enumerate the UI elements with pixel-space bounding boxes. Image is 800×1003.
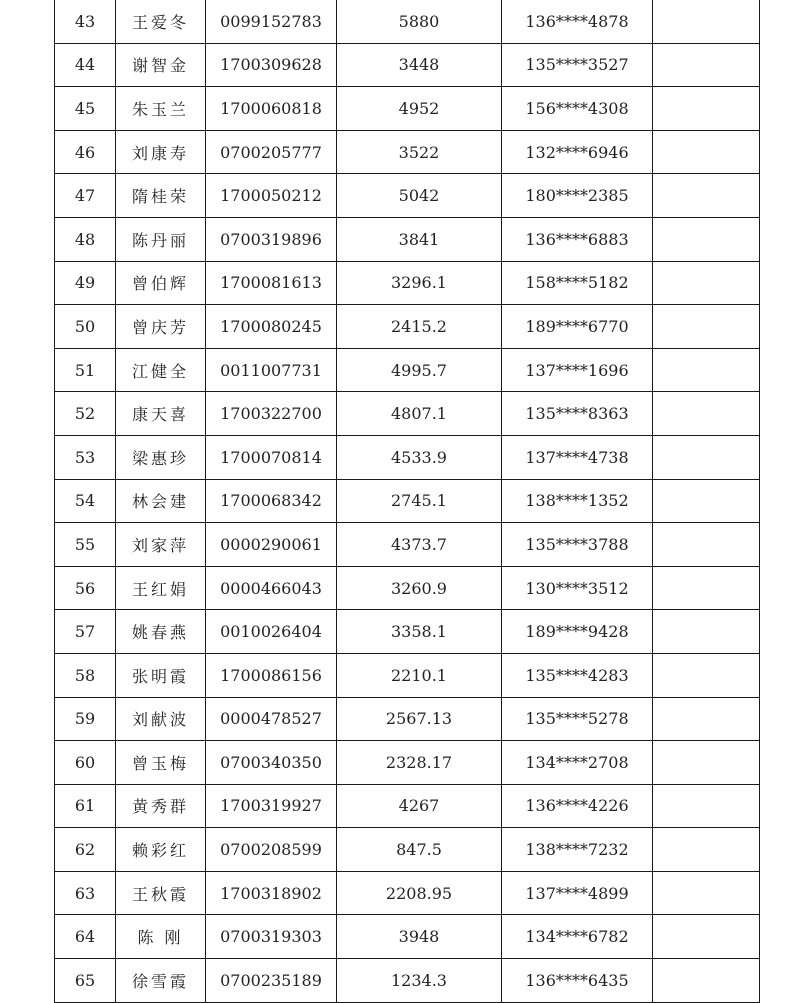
name-cell: 徐雪霞 <box>116 959 206 1003</box>
remarks-cell <box>653 305 760 349</box>
row-number-cell: 47 <box>55 174 116 218</box>
name-cell: 赖彩红 <box>116 828 206 872</box>
amount-cell: 847.5 <box>337 828 502 872</box>
remarks-cell <box>653 697 760 741</box>
remarks-cell <box>653 741 760 785</box>
account-number-cell: 0010026404 <box>206 610 337 654</box>
table-row <box>55 523 760 567</box>
remarks-cell <box>653 610 760 654</box>
account-number-cell: 0700340350 <box>206 741 337 785</box>
remarks-cell <box>653 566 760 610</box>
amount-cell: 4533.9 <box>337 435 502 479</box>
remarks-cell <box>653 523 760 567</box>
amount-cell: 1234.3 <box>337 959 502 1003</box>
account-number-cell: 1700081613 <box>206 261 337 305</box>
row-number-cell: 63 <box>55 871 116 915</box>
remarks-cell <box>653 261 760 305</box>
amount-cell: 4373.7 <box>337 523 502 567</box>
row-number-cell: 64 <box>55 915 116 959</box>
roster-table <box>54 0 760 1003</box>
row-number-cell: 62 <box>55 828 116 872</box>
account-number-cell: 1700050212 <box>206 174 337 218</box>
account-number-cell: 0700235189 <box>206 959 337 1003</box>
name-cell: 康天喜 <box>116 392 206 436</box>
account-number-cell: 1700309628 <box>206 43 337 87</box>
name-cell: 王爱冬 <box>116 0 206 43</box>
account-number-cell: 0000466043 <box>206 566 337 610</box>
amount-cell: 2567.13 <box>337 697 502 741</box>
phone-cell: 137****1696 <box>502 348 653 392</box>
amount-cell: 2745.1 <box>337 479 502 523</box>
table-row <box>55 348 760 392</box>
phone-cell: 134****2708 <box>502 741 653 785</box>
phone-cell: 134****6782 <box>502 915 653 959</box>
row-number-cell: 55 <box>55 523 116 567</box>
row-number-cell: 52 <box>55 392 116 436</box>
amount-cell: 2210.1 <box>337 653 502 697</box>
row-number-cell: 43 <box>55 0 116 43</box>
remarks-cell <box>653 348 760 392</box>
amount-cell: 4267 <box>337 784 502 828</box>
phone-cell: 135****3788 <box>502 523 653 567</box>
table-row <box>55 741 760 785</box>
phone-cell: 130****3512 <box>502 566 653 610</box>
remarks-cell <box>653 653 760 697</box>
account-number-cell: 1700086156 <box>206 653 337 697</box>
phone-cell: 135****4283 <box>502 653 653 697</box>
amount-cell: 3522 <box>337 130 502 174</box>
phone-cell: 158****5182 <box>502 261 653 305</box>
phone-cell: 180****2385 <box>502 174 653 218</box>
amount-cell: 3841 <box>337 217 502 261</box>
table-row <box>55 305 760 349</box>
account-number-cell: 0700319896 <box>206 217 337 261</box>
amount-cell: 5880 <box>337 0 502 43</box>
name-cell: 林会建 <box>116 479 206 523</box>
roster-table-body <box>55 0 760 1002</box>
row-number-cell: 58 <box>55 653 116 697</box>
table-row <box>55 392 760 436</box>
remarks-cell <box>653 0 760 43</box>
remarks-cell <box>653 392 760 436</box>
name-cell: 曾玉梅 <box>116 741 206 785</box>
amount-cell: 3296.1 <box>337 261 502 305</box>
table-row <box>55 130 760 174</box>
amount-cell: 3948 <box>337 915 502 959</box>
phone-cell: 189****6770 <box>502 305 653 349</box>
phone-cell: 137****4738 <box>502 435 653 479</box>
name-cell: 黄秀群 <box>116 784 206 828</box>
account-number-cell: 0700205777 <box>206 130 337 174</box>
name-cell: 曾伯辉 <box>116 261 206 305</box>
amount-cell: 2415.2 <box>337 305 502 349</box>
phone-cell: 135****5278 <box>502 697 653 741</box>
table-row <box>55 87 760 131</box>
phone-cell: 136****4878 <box>502 0 653 43</box>
amount-cell: 5042 <box>337 174 502 218</box>
table-row <box>55 871 760 915</box>
account-number-cell: 1700319927 <box>206 784 337 828</box>
account-number-cell: 1700068342 <box>206 479 337 523</box>
amount-cell: 2208.95 <box>337 871 502 915</box>
name-cell: 刘康寿 <box>116 130 206 174</box>
row-number-cell: 46 <box>55 130 116 174</box>
row-number-cell: 56 <box>55 566 116 610</box>
account-number-cell: 0099152783 <box>206 0 337 43</box>
phone-cell: 138****1352 <box>502 479 653 523</box>
name-cell: 王秋霞 <box>116 871 206 915</box>
table-row <box>55 435 760 479</box>
phone-cell: 156****4308 <box>502 87 653 131</box>
row-number-cell: 54 <box>55 479 116 523</box>
row-number-cell: 59 <box>55 697 116 741</box>
phone-cell: 136****6883 <box>502 217 653 261</box>
remarks-cell <box>653 828 760 872</box>
table-row <box>55 653 760 697</box>
remarks-cell <box>653 435 760 479</box>
table-row <box>55 697 760 741</box>
account-number-cell: 1700080245 <box>206 305 337 349</box>
row-number-cell: 45 <box>55 87 116 131</box>
name-cell: 张明霞 <box>116 653 206 697</box>
phone-cell: 135****3527 <box>502 43 653 87</box>
account-number-cell: 0011007731 <box>206 348 337 392</box>
name-cell: 曾庆芳 <box>116 305 206 349</box>
name-cell: 刘家萍 <box>116 523 206 567</box>
amount-cell: 4995.7 <box>337 348 502 392</box>
phone-cell: 138****7232 <box>502 828 653 872</box>
amount-cell: 4952 <box>337 87 502 131</box>
name-cell: 朱玉兰 <box>116 87 206 131</box>
name-cell: 隋桂荣 <box>116 174 206 218</box>
name-cell: 陈 刚 <box>116 915 206 959</box>
remarks-cell <box>653 217 760 261</box>
row-number-cell: 50 <box>55 305 116 349</box>
remarks-cell <box>653 87 760 131</box>
row-number-cell: 53 <box>55 435 116 479</box>
name-cell: 陈丹丽 <box>116 217 206 261</box>
table-row <box>55 261 760 305</box>
account-number-cell: 0700319303 <box>206 915 337 959</box>
table-row <box>55 0 760 43</box>
remarks-cell <box>653 174 760 218</box>
name-cell: 江健全 <box>116 348 206 392</box>
account-number-cell: 0700208599 <box>206 828 337 872</box>
remarks-cell <box>653 130 760 174</box>
name-cell: 梁惠珍 <box>116 435 206 479</box>
name-cell: 姚春燕 <box>116 610 206 654</box>
amount-cell: 3260.9 <box>337 566 502 610</box>
remarks-cell <box>653 871 760 915</box>
table-row <box>55 959 760 1003</box>
table-row <box>55 174 760 218</box>
account-number-cell: 1700318902 <box>206 871 337 915</box>
row-number-cell: 44 <box>55 43 116 87</box>
account-number-cell: 0000478527 <box>206 697 337 741</box>
remarks-cell <box>653 915 760 959</box>
amount-cell: 3448 <box>337 43 502 87</box>
account-number-cell: 1700060818 <box>206 87 337 131</box>
name-cell: 王红娟 <box>116 566 206 610</box>
table-row <box>55 43 760 87</box>
phone-cell: 189****9428 <box>502 610 653 654</box>
name-cell: 谢智金 <box>116 43 206 87</box>
table-row <box>55 479 760 523</box>
remarks-cell <box>653 43 760 87</box>
table-row <box>55 610 760 654</box>
name-cell: 刘献波 <box>116 697 206 741</box>
row-number-cell: 65 <box>55 959 116 1003</box>
phone-cell: 136****6435 <box>502 959 653 1003</box>
table-row <box>55 784 760 828</box>
row-number-cell: 49 <box>55 261 116 305</box>
row-number-cell: 51 <box>55 348 116 392</box>
table-row <box>55 915 760 959</box>
remarks-cell <box>653 959 760 1003</box>
phone-cell: 136****4226 <box>502 784 653 828</box>
table-row <box>55 566 760 610</box>
account-number-cell: 1700070814 <box>206 435 337 479</box>
row-number-cell: 61 <box>55 784 116 828</box>
amount-cell: 3358.1 <box>337 610 502 654</box>
phone-cell: 132****6946 <box>502 130 653 174</box>
account-number-cell: 1700322700 <box>206 392 337 436</box>
amount-cell: 4807.1 <box>337 392 502 436</box>
amount-cell: 2328.17 <box>337 741 502 785</box>
row-number-cell: 60 <box>55 741 116 785</box>
remarks-cell <box>653 784 760 828</box>
table-row <box>55 828 760 872</box>
phone-cell: 135****8363 <box>502 392 653 436</box>
phone-cell: 137****4899 <box>502 871 653 915</box>
row-number-cell: 48 <box>55 217 116 261</box>
remarks-cell <box>653 479 760 523</box>
account-number-cell: 0000290061 <box>206 523 337 567</box>
table-row <box>55 217 760 261</box>
row-number-cell: 57 <box>55 610 116 654</box>
